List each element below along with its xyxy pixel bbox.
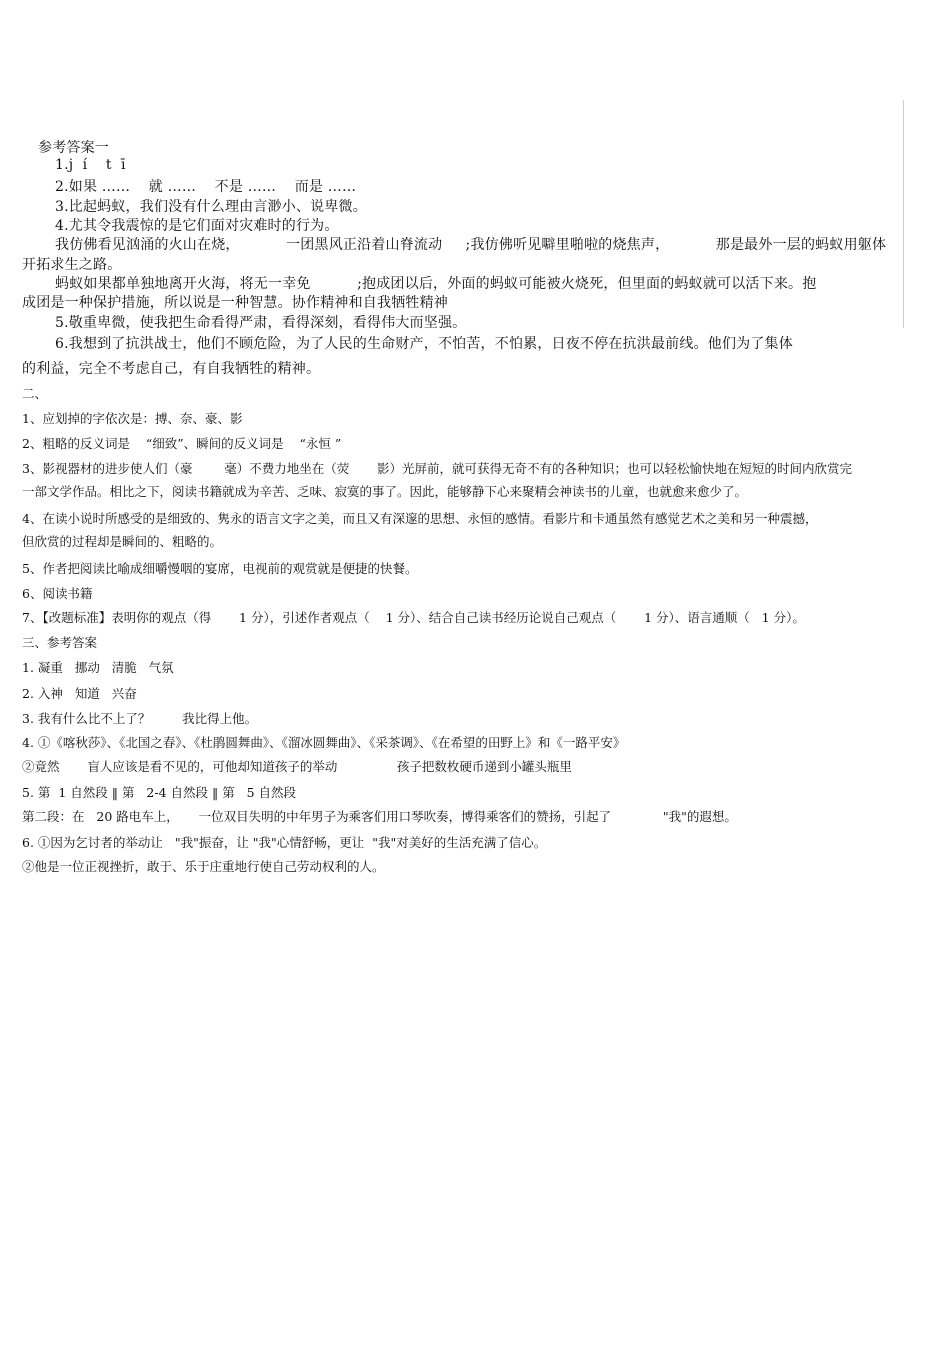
answer-line: 成团是一种保护措施，所以说是一种智慧。协作精神和自我牺牲精神	[22, 295, 448, 311]
answer-line: 我仿佛看见汹涌的火山在烧， 一团黑风正沿着山脊流动 ;我仿佛听见噼里啪啦的烧焦声， 那是最外一层的蚂蚁用躯体	[55, 237, 887, 253]
answer-line: 6、阅读书籍	[22, 586, 93, 601]
section3-title: 三、参考答案	[22, 635, 98, 650]
answer-line: 4、在读小说时所感受的是细致的、隽永的语言文字之美，而且又有深邃的思想、永恒的感情。看影片和卡通虽然有感觉艺术之美和另一种震撼，	[22, 511, 818, 526]
answer-line: 第二段：在 20 路电车上， 一位双目失明的中年男子为乘客们用口琴吹奏，博得乘客们的赞扬，引起了 "我"的遐想。	[22, 809, 737, 824]
answer-line: 蚂蚁如果都单独地离开火海，将无一幸免 ;抱成团以后，外面的蚂蚁可能被火烧死，但里面的蚂蚁就可以活下来。抱	[55, 276, 817, 292]
answer-line: 2、粗略的反义词是 “细致”、瞬间的反义词是 “永恒 ”	[22, 436, 342, 451]
answer-line: 1. 凝重 挪动 清脆 气氛	[22, 660, 174, 675]
answer-line: 一部文学作品。相比之下，阅读书籍就成为辛苦、乏味、寂寞的事了。因此，能够静下心来聚精会神读书的儿童，也就愈来愈少了。	[22, 484, 748, 499]
answer-line: 4.尤其令我震惊的是它们面对灾难时的行为。	[55, 218, 339, 234]
answer-line: ②他是一位正视挫折，敢于、乐于庄重地行使自己劳动权利的人。	[22, 859, 385, 874]
answer-line: 4. ①《喀秋莎》、《北国之春》、《杜鹃圆舞曲》、《溜冰圆舞曲》、《采茶调》、《在希望的田野上》和《一路平安》	[22, 735, 626, 750]
answer-line: 2. 入神 知道 兴奋	[22, 686, 137, 701]
answer-line: 但欣赏的过程却是瞬间的、粗略的。	[22, 534, 223, 549]
answer-line: ②竟然 盲人应该是看不见的，可他却知道孩子的举动 孩子把数枚硬币递到小罐头瓶里	[22, 759, 572, 774]
answer-line: 1.j í t ī	[55, 157, 126, 173]
section2-title: 二、	[22, 386, 48, 401]
page-edge-divider	[903, 100, 904, 328]
answer-line: 6. ①因为乞讨者的举动让 "我"振奋，让 "我"心情舒畅，更让 "我"对美好的生活充满了信心。	[22, 835, 547, 850]
section1-title: 参考答案一	[38, 140, 109, 156]
answer-line: 6.我想到了抗洪战士，他们不顾危险，为了人民的生命财产，不怕苦，不怕累，日夜不停在抗洪最前线。他们为了集体	[55, 336, 793, 352]
answer-line: 开拓求生之路。	[22, 257, 122, 273]
answer-line: 5.敬重卑微，使我把生命看得严肃，看得深刻，看得伟大而坚强。	[55, 315, 467, 331]
answer-line: 7、【改题标准】表明你的观点（得 1 分），引述作者观点（ 1 分）、结合自己读书经历论说自己观点（ 1 分）、语言通顺（ 1 分）。	[22, 610, 805, 625]
answer-line: 5、作者把阅读比喻成细嚼慢咽的宴席，电视前的观赏就是便捷的快餐。	[22, 561, 418, 576]
answer-line: 1、应划掉的字依次是：搏、奈、豪、影	[22, 411, 243, 426]
answer-line: 3.比起蚂蚁，我们没有什么理由言渺小、说卑微。	[55, 199, 367, 215]
answer-line: 3. 我有什么比不上了？ 我比得上他。	[22, 711, 258, 726]
answer-line: 的利益，完全不考虑自己，有自我牺牲的精神。	[22, 361, 321, 377]
answer-line: 2.如果 …… 就 …… 不是 …… 而是 ……	[55, 179, 357, 195]
answer-line: 5. 第 1 自然段 ‖ 第 2-4 自然段 ‖ 第 5 自然段	[22, 785, 297, 800]
answer-line: 3、影视器材的进步使人们（豪 毫）不费力地坐在（荧 影）光屏前，就可获得无奇不有的各种知识；也可以轻松愉快地在短短的时间内欣赏完	[22, 461, 853, 476]
